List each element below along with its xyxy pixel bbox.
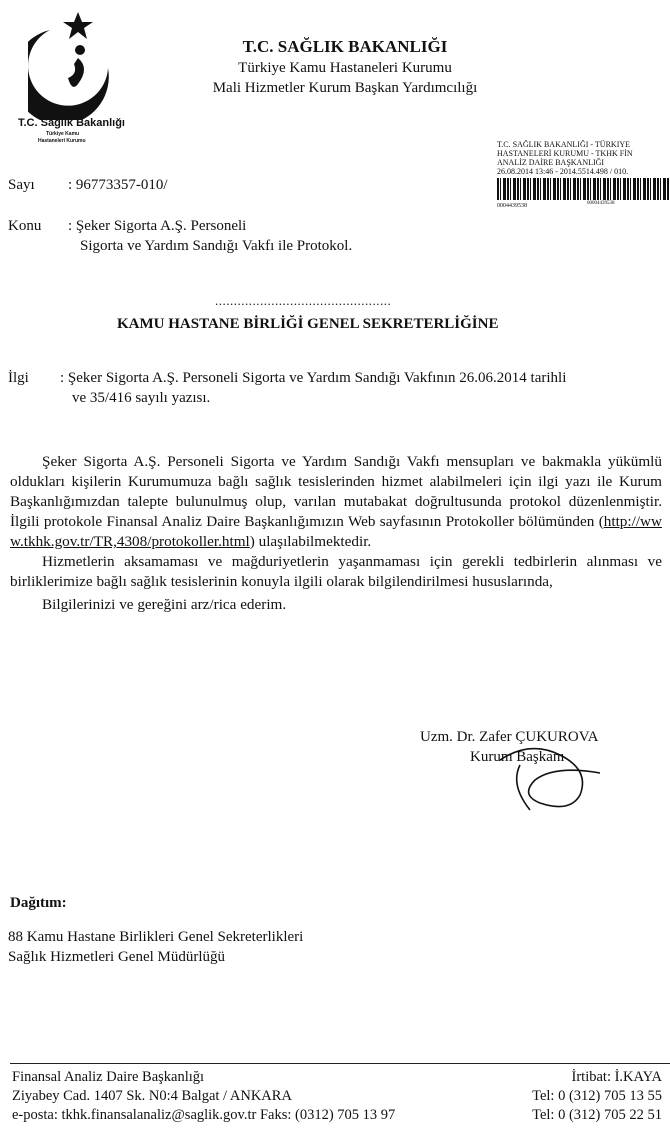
recipient-heading: KAMU HASTANE BİRLİĞİ GENEL SEKRETERLİĞİNE xyxy=(117,316,499,332)
paragraph-text: Şeker Sigorta A.Ş. Personeli Sigorta ve Yardım Sandığı Vakfı mensupları ve bakmakla yükümlü oldukları kişilerin Kurumumuza bağlı sağlık tesislerinden hizmet alabilmeleri için ilgi yazı ile Kurum Başkanlığımızdan talepte bulunulmuş olup, varılan mutabakat doğrultusunda protokol düzenlenmiştir. İlgili protokole Finansal Analiz Daire Başkanlığımızın Web sayfasının Protokoller bölümünden ( xyxy=(10,453,662,530)
barcode-number: 0004439538 xyxy=(497,203,527,209)
stamp-line: T.C. SAĞLIK BAKANLIĞI - TÜRKIYE xyxy=(497,140,631,149)
header-line1: Türkiye Kamu Hastaneleri Kurumu xyxy=(238,60,452,76)
footer-tel: Tel: 0 (312) 705 13 55 xyxy=(532,1088,662,1104)
footer-email-fax: e-posta: tkhk.finansalanaliz@saglik.gov.tr Faks: (0312) 705 13 97 xyxy=(12,1107,396,1123)
konu-line1: : Şeker Sigorta A.Ş. Personeli xyxy=(68,218,247,234)
footer-address: Ziyabey Cad. 1407 Sk. N0:4 Balgat / ANKARA xyxy=(12,1088,292,1104)
paragraph-3: Bilgilerinizi ve gereğini arz/rica ederim. xyxy=(42,596,287,613)
konu-line2: Sigorta ve Yardım Sandığı Vakfı ile Protokol. xyxy=(80,238,353,254)
ilgi-line1: : Şeker Sigorta A.Ş. Personeli Sigorta ve Yardım Sandığı Vakfının 26.06.2014 tarihli xyxy=(60,370,567,386)
recipient-dots: ............................................... xyxy=(215,293,392,308)
logo-name: T.C. Sağlık Bakanlığı xyxy=(18,117,125,129)
paragraph-text: ) ulaşılabilmektedir. xyxy=(249,533,372,550)
distribution-label: Dağıtım: xyxy=(10,895,67,911)
footer-left xyxy=(12,1068,395,1125)
signer-title: Kurum Başkanı xyxy=(470,749,565,765)
letter-body xyxy=(10,452,662,615)
logo-sub1: Türkiye Kamu xyxy=(46,131,80,137)
protocols-link[interactable]: http://www.tkhk.gov.tr/TR,4308/protokoller.html xyxy=(10,513,662,550)
konu-label: Konu xyxy=(8,218,42,234)
logo-sub2: Hastaneleri Kurumu xyxy=(38,138,86,144)
stamp-line: HASTANELERİ KURUMU - TKHK FİN xyxy=(497,149,633,158)
registry-stamp xyxy=(497,140,670,210)
footer-dept: Finansal Analiz Daire Başkanlığı xyxy=(12,1069,205,1085)
header-title: T.C. SAĞLIK BAKANLIĞI xyxy=(242,37,448,56)
sayi-value: : 96773357-010/ xyxy=(68,177,168,193)
header-line2: Mali Hizmetler Kurum Başkan Yardımcılığı xyxy=(212,80,478,96)
paragraph-2: Hizmetlerin aksamaması ve mağduriyetlerin yaşanmaması için gerekli tedbirlerin alınması ve birliklerimize bağlı sağlık tesislerinin konuyla ilgili olarak bilgilendirilmesi hususlarında, xyxy=(10,553,662,590)
ilgi-label: İlgi xyxy=(8,370,29,386)
handwritten-signature-icon xyxy=(460,735,610,815)
signer-name: Uzm. Dr. Zafer ÇUKUROVA xyxy=(420,729,599,745)
distribution-item: 88 Kamu Hastane Birlikleri Genel Sekreterlikleri xyxy=(8,929,304,945)
barcode-number: 00004439538 xyxy=(587,201,615,206)
footer-right xyxy=(532,1068,662,1125)
stamp-line: 26.08.2014 13:46 - 2014.5514.498 / 010. xyxy=(497,167,629,176)
footer-contact: İrtibat: İ.KAYA xyxy=(571,1069,662,1085)
footer-tel: Tel: 0 (312) 705 22 51 xyxy=(532,1107,662,1123)
paragraph-1 xyxy=(10,452,662,552)
stamp-line: ANALİZ DAİRE BAŞKANLIĞI xyxy=(497,158,605,167)
ilgi-line2: ve 35/416 sayılı yazısı. xyxy=(72,390,211,406)
distribution-item: Sağlık Hizmetleri Genel Müdürlüğü xyxy=(8,949,226,965)
barcode xyxy=(497,178,670,200)
sayi-label: Sayı xyxy=(8,177,35,193)
footer-divider xyxy=(10,1063,670,1064)
